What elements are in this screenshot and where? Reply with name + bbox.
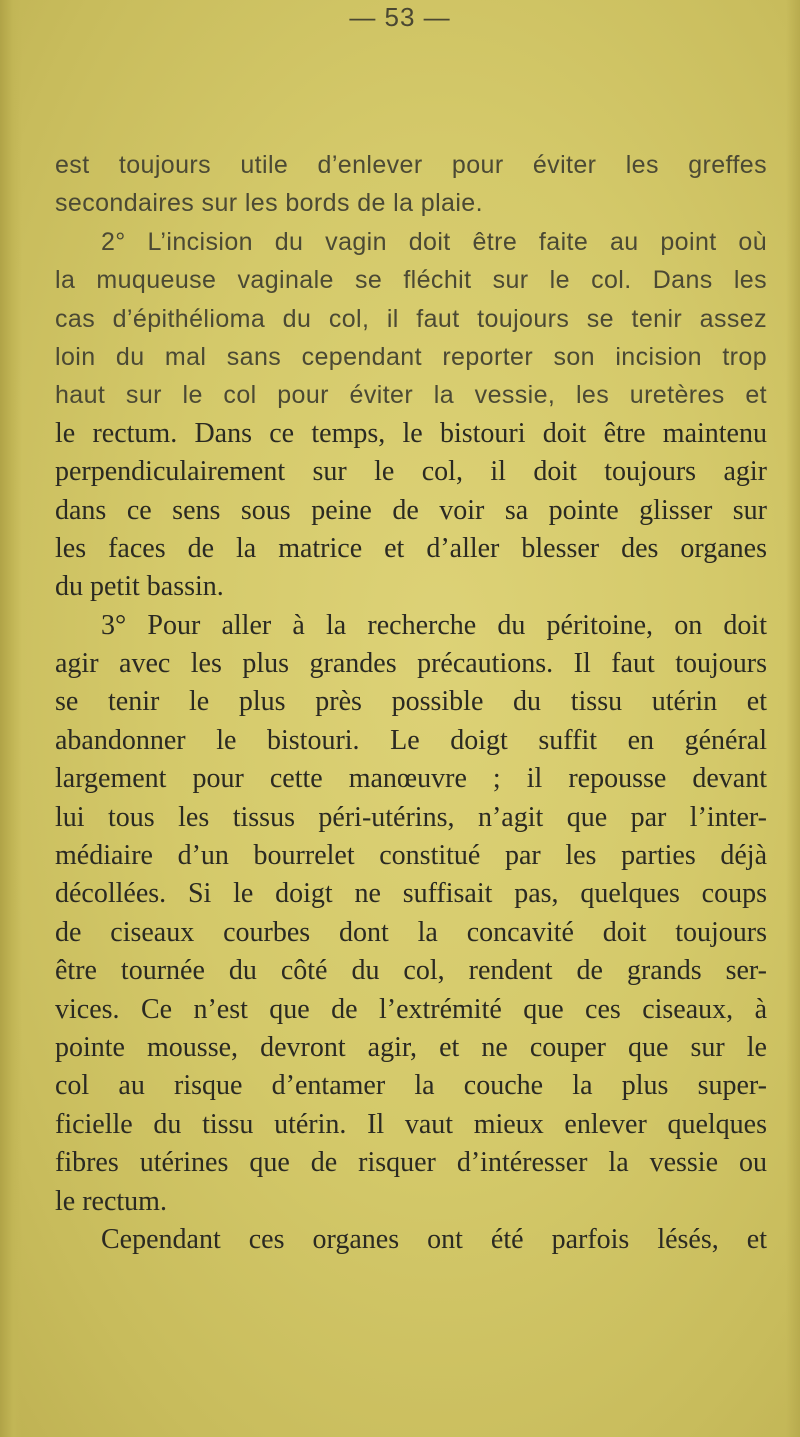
text-line: loin du mal sans cependant reporter son incision trop <box>55 342 767 371</box>
text-line: se tenir le plus près possible du tissu utérin et <box>55 686 767 718</box>
text-line: haut sur le col pour éviter la vessie, les uretères et <box>55 381 767 410</box>
text-line: la muqueuse vaginale se fléchit sur le col. Dans les <box>55 266 767 295</box>
text-line: médiaire d’un bourrelet constitué par les parties déjà <box>55 840 767 872</box>
text-line: 3° Pour aller à la recherche du péritoine, on doit <box>101 609 767 641</box>
text-line: 2° L’incision du vagin doit être faite au point où <box>101 227 767 256</box>
text-line: ficielle du tissu utérin. Il vaut mieux enlever quelques <box>55 1108 767 1140</box>
text-line: agir avec les plus grandes précautions. Il faut toujours <box>55 648 767 680</box>
text-line: être tournée du côté du col, rendent de grands ser- <box>55 955 767 987</box>
text-line: le rectum. Dans ce temps, le bistouri doit être maintenu <box>55 417 767 449</box>
text-line: lui tous les tissus péri-utérins, n’agit que par l’inter- <box>55 801 767 833</box>
body-text <box>55 146 767 1259</box>
text-line: secondaires sur les bords de la plaie. <box>55 189 483 218</box>
page-edge-shadow <box>786 0 800 1437</box>
text-line: est toujours utile d’enlever pour éviter les greffes <box>55 151 767 179</box>
text-line: vices. Ce n’est que de l’extrémité que ces ciseaux, à <box>55 993 767 1025</box>
page-number: — 53 — <box>349 2 451 32</box>
text-line: cas d’épithélioma du col, il faut toujours se tenir assez <box>55 304 767 333</box>
text-line: le rectum. <box>55 1185 167 1217</box>
text-line: abandonner le bistouri. Le doigt suffit en général <box>55 724 767 756</box>
text-line: dans ce sens sous peine de voir sa pointe glisser sur <box>55 494 767 526</box>
text-line: Cependant ces organes ont été parfois lésés, et <box>101 1223 767 1255</box>
text-line: largement pour cette manœuvre ; il repousse devant <box>55 763 767 795</box>
text-line: pointe mousse, devront agir, et ne couper que sur le <box>55 1031 767 1063</box>
text-line: les faces de la matrice et d’aller blesser des organes <box>55 532 767 564</box>
page-spine-shadow <box>0 0 22 1437</box>
text-line: perpendiculairement sur le col, il doit toujours agir <box>55 456 767 488</box>
text-line: de ciseaux courbes dont la concavité doit toujours <box>55 916 767 948</box>
text-line: col au risque d’entamer la couche la plus super- <box>55 1070 767 1102</box>
text-line: fibres utérines que de risquer d’intéresser la vessie ou <box>55 1147 767 1179</box>
text-line: décollées. Si le doigt ne suffisait pas, quelques coups <box>55 878 767 910</box>
text-line: du petit bassin. <box>55 571 224 603</box>
